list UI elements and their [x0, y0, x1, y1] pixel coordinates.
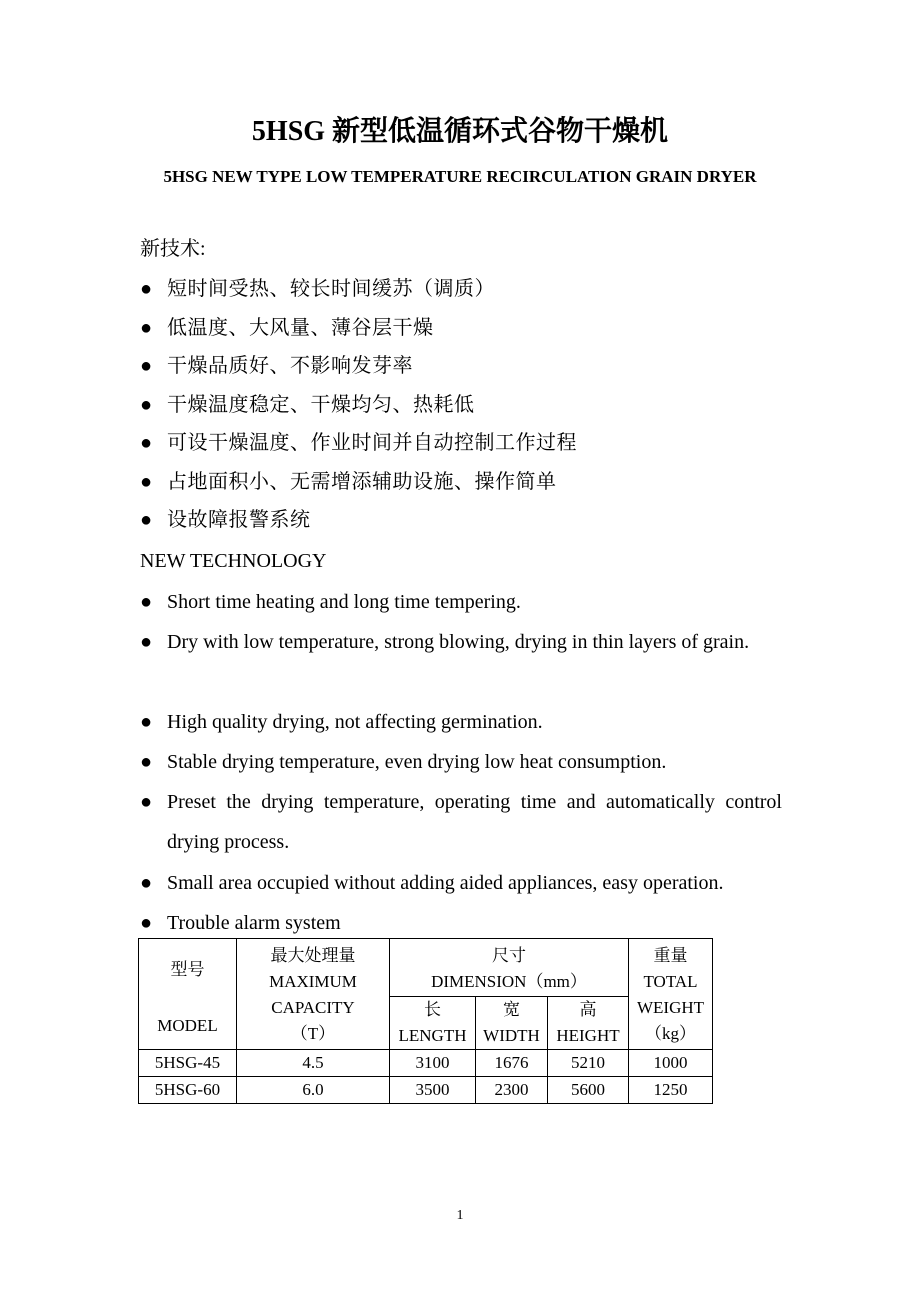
- list-item-text: Preset the drying temperature, operating time and automatically control drying process.: [167, 791, 782, 853]
- list-item-text: Short time heating and long time tempering.: [167, 591, 521, 613]
- page-title-english: 5HSG NEW TYPE LOW TEMPERATURE RECIRCULATION GRAIN DRYER: [163, 167, 757, 186]
- header-weight-en-2: WEIGHT: [636, 998, 705, 1017]
- bullet-icon: ●: [140, 631, 153, 653]
- list-item-text: Trouble alarm system: [167, 912, 341, 934]
- cell-weight: 1000: [629, 1050, 713, 1077]
- list-item-text: 干燥品质好、不影响发芽率: [167, 355, 413, 377]
- cell-length: 3500: [390, 1077, 476, 1104]
- list-item: [140, 782, 782, 862]
- list-item: [140, 749, 782, 775]
- bullet-icon: ●: [140, 509, 153, 531]
- header-length-en: LENGTH: [398, 1026, 467, 1045]
- list-item-text: Stable drying temperature, even drying low heat consumption.: [167, 751, 667, 773]
- page-number: 1: [456, 1208, 464, 1223]
- list-item: [140, 622, 782, 662]
- header-dimension: [390, 939, 629, 997]
- page-title-chinese: 5HSG 新型低温循环式谷物干燥机: [251, 116, 669, 147]
- bullet-icon: ●: [140, 791, 153, 813]
- list-item: [140, 469, 782, 495]
- list-item: [140, 709, 782, 735]
- list-item-text: 干燥温度稳定、干燥均匀、热耗低: [167, 394, 475, 416]
- list-item: [140, 870, 782, 896]
- bullet-icon: ●: [140, 751, 153, 773]
- cell-length: 3100: [390, 1050, 476, 1077]
- header-model: [139, 939, 237, 1050]
- list-item: [140, 430, 782, 456]
- header-model-cn: 型号: [170, 960, 205, 979]
- header-width-en: WIDTH: [483, 1026, 540, 1045]
- list-item: [140, 353, 782, 379]
- header-dimension-en: DIMENSION（mm）: [431, 972, 587, 991]
- header-height: [548, 997, 629, 1050]
- cell-width: 2300: [476, 1077, 548, 1104]
- bullet-icon: ●: [140, 278, 153, 300]
- specification-table: [138, 938, 713, 1104]
- bullet-icon: ●: [140, 317, 153, 339]
- section-heading-chinese: 新技术:: [140, 238, 206, 260]
- section-heading-english: NEW TECHNOLOGY: [140, 550, 327, 572]
- bullet-icon: ●: [140, 471, 153, 493]
- header-weight-unit: （kg）: [645, 1024, 696, 1043]
- header-weight-en-1: TOTAL: [643, 972, 698, 991]
- header-model-en: MODEL: [157, 1016, 218, 1035]
- header-capacity-unit: （T）: [290, 1024, 336, 1043]
- header-capacity-cn: 最大处理量: [270, 946, 356, 965]
- list-item: [140, 589, 782, 615]
- list-item-text: 设故障报警系统: [167, 509, 311, 531]
- table-row: [139, 1077, 713, 1104]
- header-dimension-cn: 尺寸: [492, 946, 526, 965]
- header-weight: [629, 939, 713, 1050]
- header-height-en: HEIGHT: [556, 1026, 620, 1045]
- list-item: [140, 507, 782, 533]
- header-length: [390, 997, 476, 1050]
- bullet-icon: ●: [140, 711, 153, 733]
- table-row: [139, 1050, 713, 1077]
- list-item-text: High quality drying, not affecting germination.: [167, 711, 543, 733]
- cell-height: 5600: [548, 1077, 629, 1104]
- cell-height: 5210: [548, 1050, 629, 1077]
- header-width: [476, 997, 548, 1050]
- list-item-text: Small area occupied without adding aided appliances, easy operation.: [167, 872, 724, 894]
- cell-model: 5HSG-45: [139, 1050, 237, 1077]
- bullet-icon: ●: [140, 591, 153, 613]
- bullet-icon: ●: [140, 355, 153, 377]
- cell-model: 5HSG-60: [139, 1077, 237, 1104]
- header-capacity-en-1: MAXIMUM: [269, 972, 357, 991]
- list-item-text: 低温度、大风量、薄谷层干燥: [167, 317, 434, 339]
- cell-width: 1676: [476, 1050, 548, 1077]
- header-length-cn: 长: [424, 1000, 441, 1019]
- list-item-text: Dry with low temperature, strong blowing, drying in thin layers of grain.: [167, 631, 750, 653]
- list-item-text: 占地面积小、无需增添辅助设施、操作简单: [167, 471, 557, 493]
- cell-capacity: 4.5: [237, 1050, 390, 1077]
- table-header-row: [139, 939, 713, 997]
- bullet-icon: ●: [140, 872, 153, 894]
- list-item: [140, 392, 782, 418]
- header-height-cn: 高: [579, 1000, 597, 1019]
- header-capacity-en-2: CAPACITY: [271, 998, 355, 1017]
- list-item: [140, 276, 782, 302]
- list-item-text: 可设干燥温度、作业时间并自动控制工作过程: [167, 432, 577, 454]
- bullet-icon: ●: [140, 912, 153, 934]
- bullet-icon: ●: [140, 432, 153, 454]
- list-item: [140, 910, 782, 936]
- list-item: [140, 315, 782, 341]
- list-item-text: 短时间受热、较长时间缓苏（调质）: [167, 278, 495, 300]
- bullet-icon: ●: [140, 394, 153, 416]
- cell-weight: 1250: [629, 1077, 713, 1104]
- header-weight-cn: 重量: [653, 946, 688, 965]
- header-capacity: [237, 939, 390, 1050]
- header-width-cn: 宽: [503, 1000, 520, 1019]
- cell-capacity: 6.0: [237, 1077, 390, 1104]
